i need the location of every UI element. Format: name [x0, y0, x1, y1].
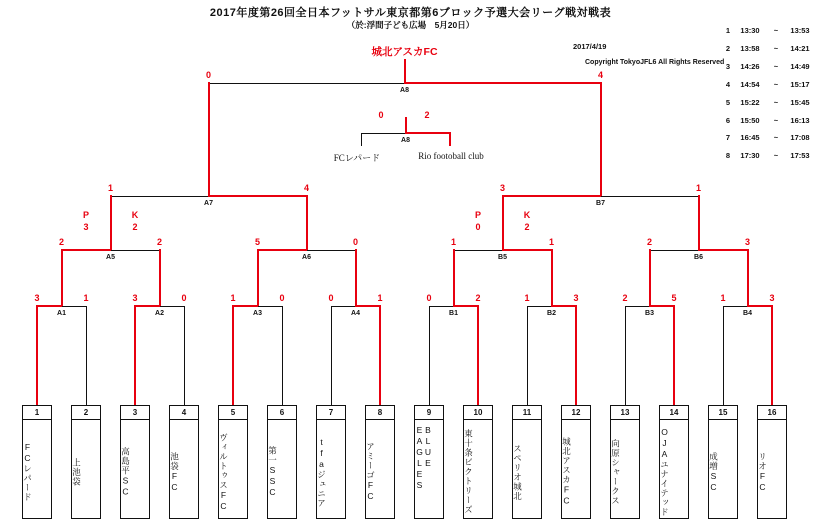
match-score-right: 0 — [352, 237, 358, 247]
match-score-right: 1 — [83, 293, 89, 303]
schedule-separator: ~ — [773, 151, 779, 161]
bracket-line — [551, 305, 578, 307]
match-score-right: 4 — [597, 70, 603, 80]
team-name: 成増SC — [708, 451, 719, 493]
bracket-line — [306, 195, 308, 250]
match-label: B6 — [694, 254, 703, 261]
bracket-line — [86, 306, 87, 405]
schedule-game-number: 4 — [725, 79, 730, 89]
champion-label: 城北アスカFC — [371, 46, 438, 58]
team-name: tfaジュニア — [316, 436, 327, 508]
team-box — [463, 405, 493, 519]
team-box — [267, 405, 297, 519]
match-score-right: 4 — [303, 183, 309, 193]
bracket-line — [650, 250, 699, 251]
schedule-start-time: 14:54 — [740, 79, 760, 89]
schedule-start-time: 16:45 — [740, 133, 760, 143]
team-name: FCレパード — [22, 442, 33, 502]
match-label: A8 — [400, 87, 409, 94]
match-score-left: 2 — [58, 237, 64, 247]
schedule-separator: ~ — [773, 97, 779, 107]
bracket-line — [429, 306, 430, 405]
team-box — [22, 405, 52, 519]
match-score-right: 3 — [769, 293, 775, 303]
bracket-line — [282, 306, 283, 405]
schedule-end-time: 14:21 — [790, 43, 810, 53]
team-number: 6 — [268, 406, 296, 420]
bracket-line — [257, 249, 259, 306]
match-label: B2 — [547, 310, 556, 317]
page-subtitle: （於:浮間子ども広場 5月20日） — [346, 20, 475, 30]
bracket-line — [575, 305, 577, 405]
bracket-line — [454, 250, 503, 251]
bracket-line — [601, 196, 699, 197]
bracket-line — [723, 306, 724, 405]
team-number: 16 — [758, 406, 786, 420]
team-number: 14 — [660, 406, 688, 420]
team-number: 4 — [170, 406, 198, 420]
date-label: 2017/4/19 — [573, 42, 607, 51]
match-score-left: 5 — [254, 237, 260, 247]
team-name: 城北アスカFC — [561, 437, 572, 507]
bracket-line — [625, 306, 650, 307]
bracket-line — [62, 306, 87, 307]
bracket-line — [405, 132, 452, 134]
bracket-line — [111, 250, 160, 251]
match-label: A4 — [351, 310, 360, 317]
bracket-line — [404, 82, 602, 84]
schedule-separator: ~ — [773, 133, 779, 143]
bracket-line — [551, 249, 553, 306]
third-place-score-right: 2 — [424, 110, 430, 120]
match-score-right: 2 — [475, 293, 481, 303]
team-name: スペリオ城北 — [512, 443, 523, 501]
bracket-line — [134, 305, 161, 307]
match-score-right: 0 — [279, 293, 285, 303]
bracket-line — [404, 59, 406, 83]
bracket-line — [673, 305, 675, 405]
bracket-line — [747, 249, 749, 306]
bracket-line — [502, 195, 602, 197]
bracket-line — [159, 249, 161, 306]
schedule-separator: ~ — [773, 79, 779, 89]
schedule-game-number: 2 — [725, 43, 730, 53]
team-number: 13 — [611, 406, 639, 420]
pk-right-score: 2 — [524, 222, 530, 232]
bracket-line — [36, 305, 63, 307]
bracket-line — [307, 250, 356, 251]
team-number: 9 — [415, 406, 443, 420]
team-box — [218, 405, 248, 519]
team-box — [316, 405, 346, 519]
bracket-line — [449, 132, 451, 146]
match-score-left: 0 — [205, 70, 211, 80]
bracket-line — [160, 306, 185, 307]
bracket-line — [258, 306, 283, 307]
schedule-game-number: 7 — [725, 133, 730, 143]
bracket-line — [208, 195, 308, 197]
bracket-line — [361, 133, 406, 134]
bracket-line — [61, 249, 112, 251]
match-score-right: 2 — [156, 237, 162, 247]
schedule-end-time: 15:45 — [790, 97, 810, 107]
schedule-row — [712, 80, 818, 92]
schedule-game-number: 6 — [725, 115, 730, 125]
match-score-right: 3 — [573, 293, 579, 303]
schedule-separator: ~ — [773, 43, 779, 53]
pk-left-score: 3 — [83, 222, 89, 232]
schedule-end-time: 17:08 — [790, 133, 810, 143]
match-score-left: 2 — [646, 237, 652, 247]
bracket-line — [361, 133, 362, 146]
team-name: リオFC — [757, 451, 768, 493]
bracket-line — [502, 249, 553, 251]
bracket-line — [429, 306, 454, 307]
team-box — [71, 405, 101, 519]
match-label: A5 — [106, 254, 115, 261]
match-score-right: 1 — [377, 293, 383, 303]
team-number: 11 — [513, 406, 541, 420]
pk-left-label: P — [82, 210, 89, 220]
team-number: 12 — [562, 406, 590, 420]
schedule-end-time: 14:49 — [790, 61, 810, 71]
team-box — [169, 405, 199, 519]
bracket-line — [209, 83, 405, 84]
team-number: 1 — [23, 406, 51, 420]
bracket-line — [36, 305, 38, 405]
match-score-left: 1 — [524, 293, 530, 303]
team-name: OJAユナイテッド — [659, 427, 670, 517]
team-name: アミーゴFC — [365, 442, 376, 502]
bracket-line — [698, 195, 700, 250]
bracket-line — [625, 306, 626, 405]
match-label: A2 — [155, 310, 164, 317]
team-name: 東十条ビクトリーズ — [463, 429, 474, 515]
match-score-left: 3 — [34, 293, 40, 303]
schedule-game-number: 8 — [725, 151, 730, 161]
match-score-right: 0 — [181, 293, 187, 303]
schedule-row — [712, 62, 818, 74]
schedule-end-time: 17:53 — [790, 151, 810, 161]
schedule-game-number: 3 — [725, 61, 730, 71]
team-box — [365, 405, 395, 519]
schedule-start-time: 14:26 — [740, 61, 760, 71]
schedule-row — [712, 116, 818, 128]
pk-left-score: 0 — [475, 222, 481, 232]
match-label: B7 — [596, 200, 605, 207]
schedule-separator: ~ — [773, 61, 779, 71]
schedule-separator: ~ — [773, 115, 779, 125]
bracket-line — [723, 306, 748, 307]
bracket-line — [134, 305, 136, 405]
pk-right-label: K — [131, 210, 139, 220]
schedule-separator: ~ — [773, 26, 779, 35]
team-number: 10 — [464, 406, 492, 420]
team-name: 池袋FC — [169, 451, 180, 493]
match-score-left: 1 — [107, 183, 113, 193]
match-score-left: 0 — [328, 293, 334, 303]
match-score-left: 0 — [426, 293, 432, 303]
schedule-start-time: 17:30 — [740, 151, 760, 161]
match-score-right: 5 — [671, 293, 677, 303]
pk-left-label: P — [474, 210, 481, 220]
schedule-row — [712, 98, 818, 110]
bracket-line — [355, 249, 357, 306]
schedule-row — [712, 151, 818, 163]
bracket-line — [111, 196, 209, 197]
match-score-right: 3 — [744, 237, 750, 247]
team-box — [414, 405, 444, 519]
copyright-label: Copyright TokyoJFL6 All Rights Reserved — [585, 59, 725, 66]
bracket-line — [600, 82, 602, 196]
match-score-left: 1 — [230, 293, 236, 303]
schedule-start-time: 13:30 — [740, 26, 760, 35]
bracket-line — [527, 306, 552, 307]
team-name: 第一SSC — [267, 446, 278, 498]
team-name: ヴィルトゥスFC — [218, 432, 229, 512]
match-label: A6 — [302, 254, 311, 261]
team-number: 8 — [366, 406, 394, 420]
bracket-line — [698, 249, 749, 251]
bracket-line — [477, 305, 479, 405]
schedule-row — [712, 133, 818, 145]
third-place-team-right: Rio footoball club — [418, 151, 484, 161]
match-label: A3 — [253, 310, 262, 317]
page-title: 2017年度第26回全日本フットサル東京都第6ブロック予選大会リーグ戦対戦表 — [209, 7, 612, 19]
bracket-line — [208, 82, 210, 196]
pk-right-score: 2 — [132, 222, 138, 232]
team-name: BLUE EAGLES — [414, 425, 433, 491]
bracket-line — [453, 249, 455, 306]
match-score-right: 1 — [695, 183, 701, 193]
bracket-line — [331, 306, 332, 405]
schedule-end-time: 15:17 — [790, 79, 810, 89]
schedule-row — [712, 26, 818, 38]
third-place-label: A8 — [401, 137, 410, 144]
third-place-score-left: 0 — [378, 110, 384, 120]
team-number: 3 — [121, 406, 149, 420]
match-label: A1 — [57, 310, 66, 317]
team-box — [561, 405, 591, 519]
team-box — [512, 405, 542, 519]
match-score-left: 3 — [499, 183, 505, 193]
match-label: B1 — [449, 310, 458, 317]
bracket-line — [405, 117, 407, 133]
match-label: B3 — [645, 310, 654, 317]
schedule-game-number: 1 — [725, 26, 730, 35]
team-name: 上池袋 — [71, 457, 82, 487]
schedule-row — [712, 44, 818, 56]
match-label: B4 — [743, 310, 752, 317]
schedule-start-time: 15:22 — [740, 97, 760, 107]
bracket-line — [257, 249, 308, 251]
bracket-line — [61, 249, 63, 306]
match-label: A7 — [204, 200, 213, 207]
team-name: 高島平SC — [120, 446, 131, 498]
team-box — [659, 405, 689, 519]
bracket-line — [110, 195, 112, 250]
match-score-left: 2 — [622, 293, 628, 303]
match-score-left: 1 — [450, 237, 456, 247]
team-number: 5 — [219, 406, 247, 420]
schedule-start-time: 15:50 — [740, 115, 760, 125]
third-place-team-left: FCレパード — [333, 153, 381, 163]
bracket-line — [232, 305, 259, 307]
bracket-line — [331, 306, 356, 307]
match-score-right: 1 — [548, 237, 554, 247]
bracket-line — [649, 249, 651, 306]
bracket-line — [379, 305, 381, 405]
team-box — [120, 405, 150, 519]
pk-right-label: K — [523, 210, 531, 220]
bracket-line — [355, 305, 382, 307]
schedule-end-time: 13:53 — [790, 26, 810, 35]
bracket-line — [184, 306, 185, 405]
bracket-line — [771, 305, 773, 405]
bracket-line — [649, 305, 676, 307]
team-name: 向原シャークス — [610, 438, 621, 506]
team-box — [757, 405, 787, 519]
team-box — [610, 405, 640, 519]
schedule-start-time: 13:58 — [740, 43, 760, 53]
match-score-left: 1 — [720, 293, 726, 303]
bracket-line — [747, 305, 774, 307]
bracket-line — [502, 195, 504, 250]
bracket-line — [232, 305, 234, 405]
bracket-line — [527, 306, 528, 405]
team-box — [708, 405, 738, 519]
team-number: 2 — [72, 406, 100, 420]
match-label: B5 — [498, 254, 507, 261]
team-number: 7 — [317, 406, 345, 420]
team-number: 15 — [709, 406, 737, 420]
schedule-game-number: 5 — [725, 97, 730, 107]
schedule-end-time: 16:13 — [790, 115, 810, 125]
match-score-left: 3 — [132, 293, 138, 303]
bracket-line — [453, 305, 480, 307]
